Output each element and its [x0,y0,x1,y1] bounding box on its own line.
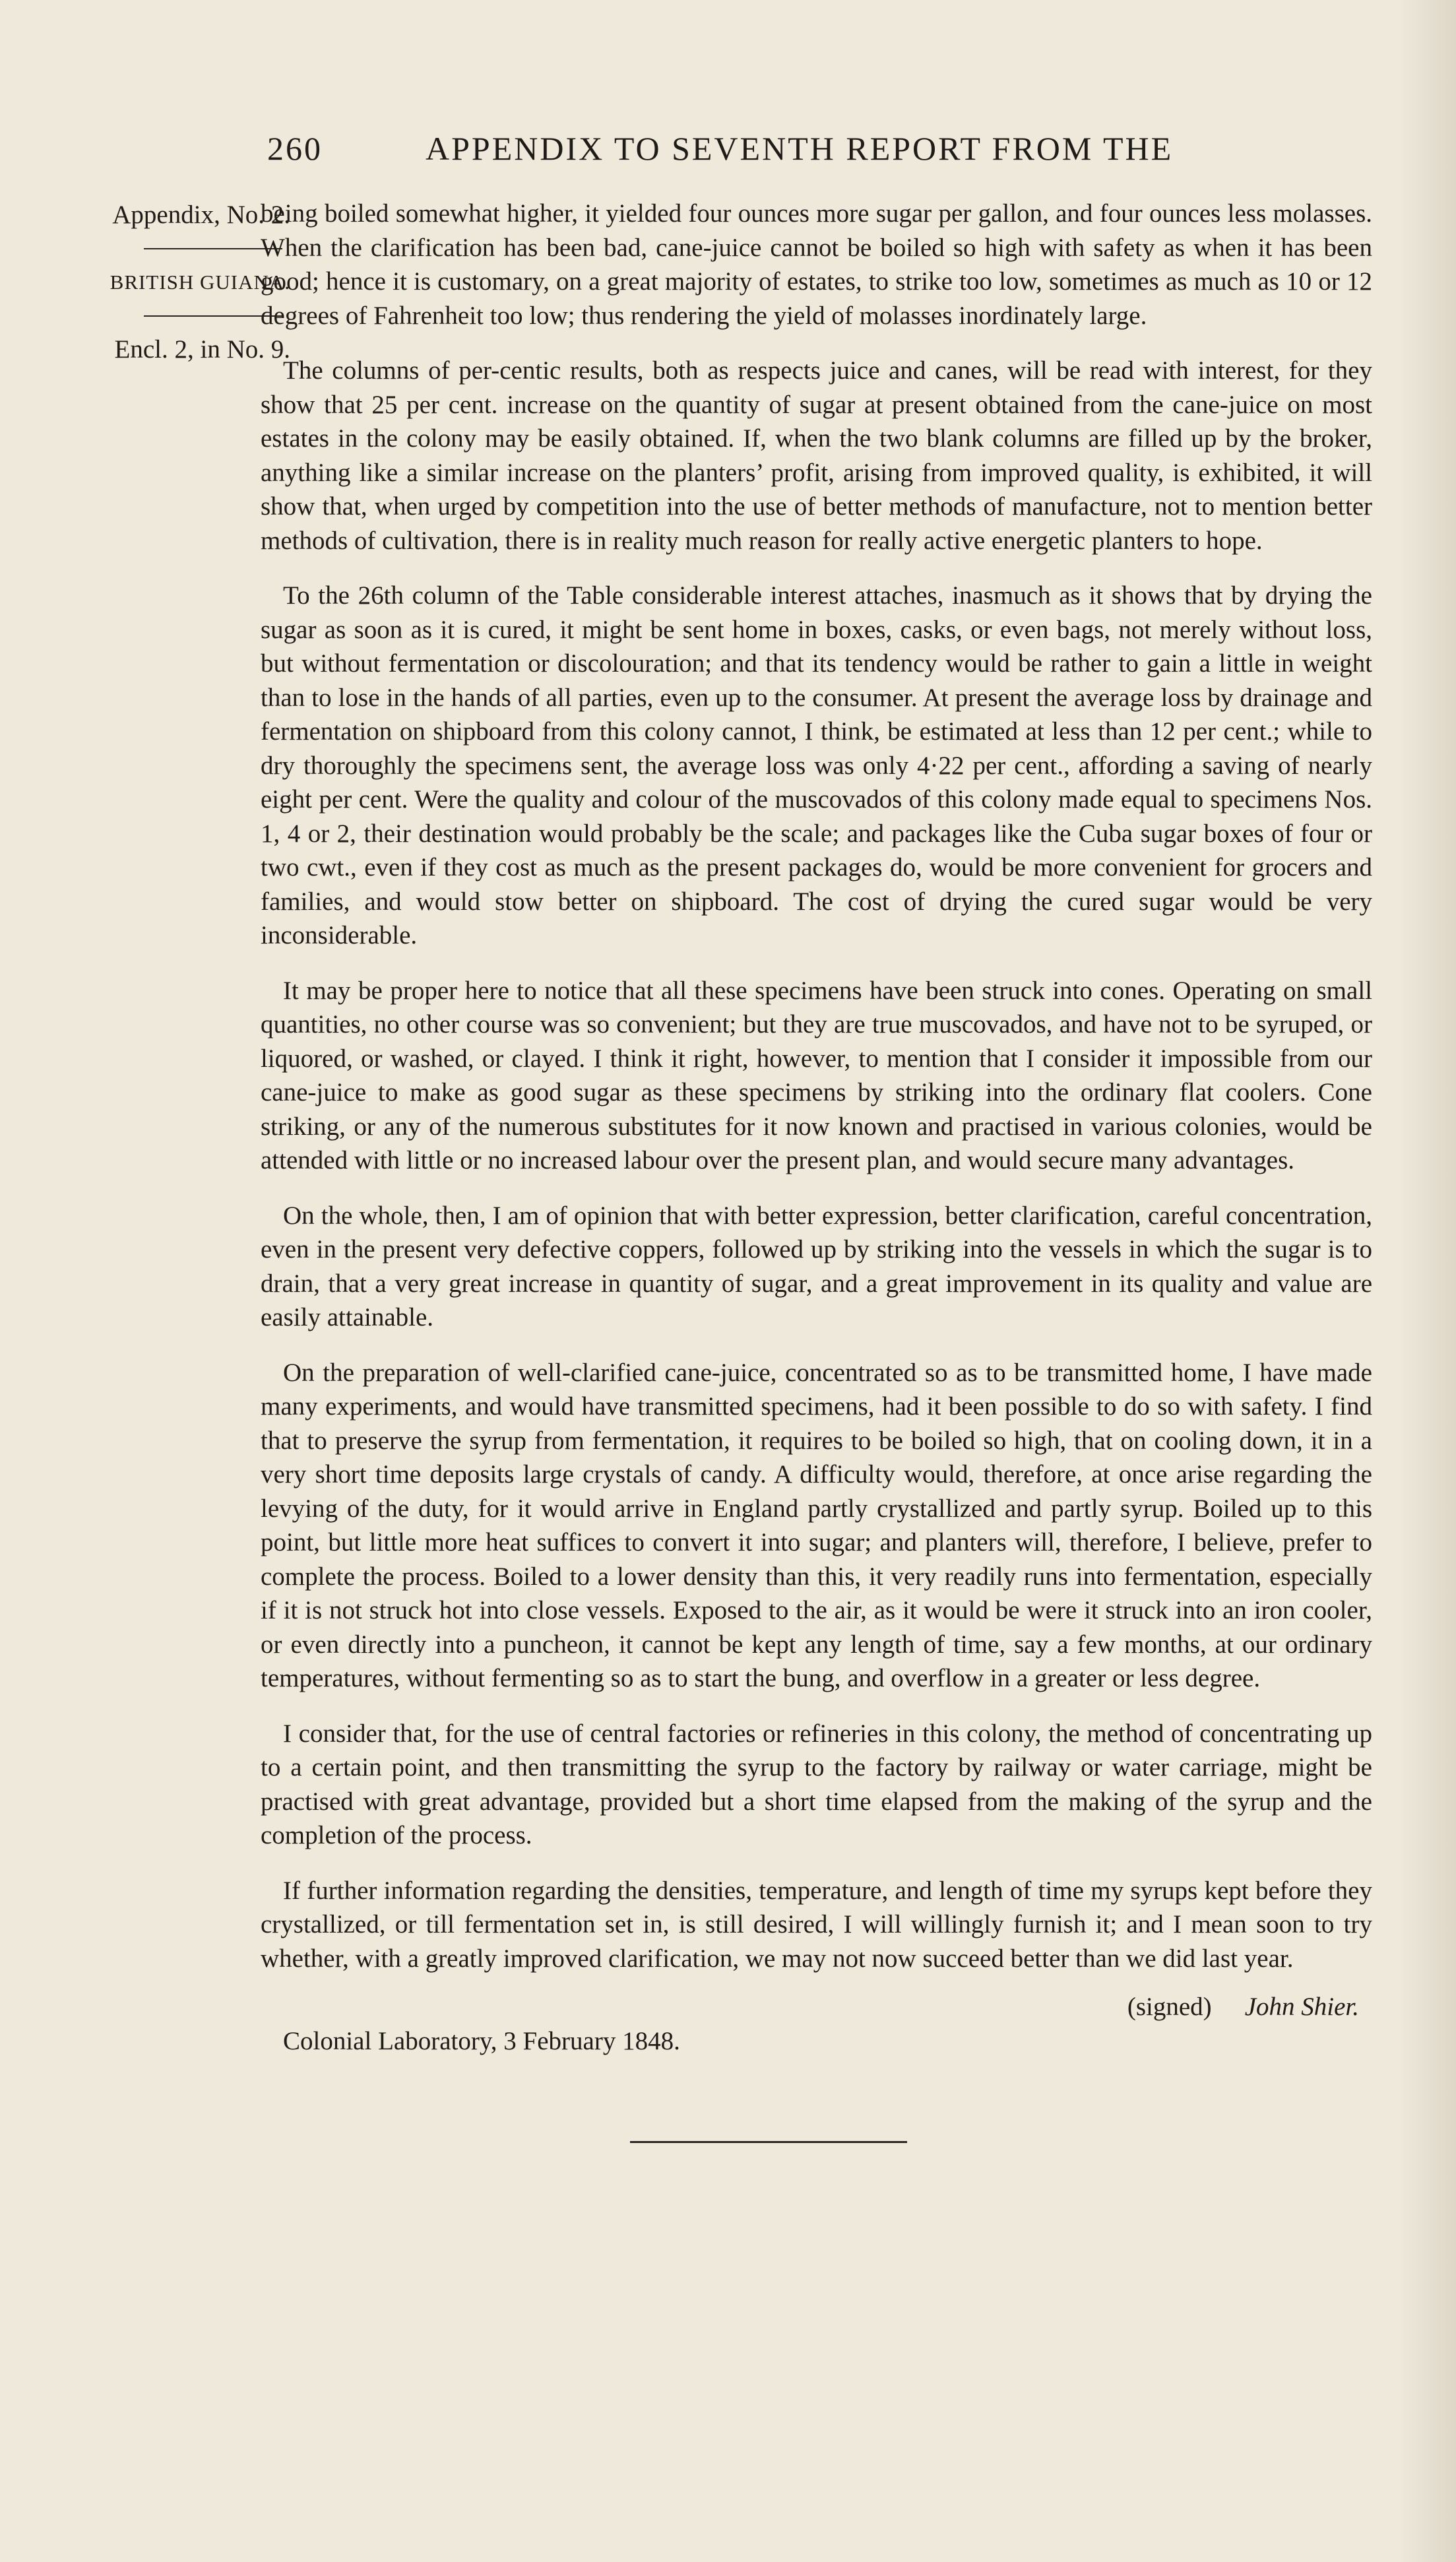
running-header [267,125,1178,172]
margin-colony: BRITISH GUIANA. [110,271,290,294]
body-text [261,197,1372,2080]
paragraph: On the whole, then, I am of opinion that with better expression, better clarification, careful concentration, even in the present very defective coppers, followed up by striking into the vessels in which the sugar is to drain, that a very great increase in quantity of sugar, and a great improvement in its quality and value are easily attainable. [261,1201,1372,1331]
paragraph: It may be proper here to notice that all these specimens have been struck into cones. Operating on small quantities, no other course was so convenient; but they are true muscovados, and have not to be syruped, or liquored, or washed, or clayed. I think it right, however, to mention that I consider it impossible from our cane-juice to make as good sugar as these specimens by striking into the ordinary flat coolers. Cone striking, or any of the numerous substitutes for it now known and practised in various colonies, would be attended with little or no increased labour over the present plan, and would secure many advantages. [261,976,1372,1174]
margin-appendix-ref: Appendix, No. 2. [112,201,290,229]
signed-label: (signed) [1127,1993,1212,2021]
place-and-date: Colonial Laboratory, 3 February 1848. [283,2027,680,2055]
margin-enclosure-ref: Encl. 2, in No. 9. [114,335,290,364]
paragraph: If further information regarding the densities, temperature, and length of time my syrups kept before they crystallized, or till fermentation set in, is still desired, I will willingly furnish it; and I mean soon to try whether, with a greatly improved clarification, we may not now succeed better than we did last year. [261,1876,1372,1973]
signatory-name: John Shier. [1244,1993,1359,2021]
signature-line [261,1990,1359,2024]
page-number: 260 [267,130,323,167]
paragraph: The columns of per-centic results, both as respects juice and canes, will be read with interest, for they show that 25 per cent. increase on the quantity of sugar at present obtained from the cane-juice on most estates in the colony may be easily obtained. If, when the two blank columns are filled up by the broker, anything like a similar increase on the planters’ profit, arising from improved quality, is exhibited, it will show that, when urged by competition into the use of better methods of manufacture, not to mention better methods of cultivation, there is in reality much reason for really active energetic planters to hope. [261,356,1372,555]
paragraph: To the 26th column of the Table considerable interest attaches, inasmuch as it shows that by drying the sugar as soon as it is cured, it might be sent home in boxes, casks, or even bags, not merely without loss, but without fermentation or discolouration; and that its tendency would be rather to gain a little in weight than to lose in the hands of all parties, even up to the consumer. At present the average loss by drainage and fermentation on shipboard from this colony cannot, I think, be estimated at less than 12 per cent.; while to dry thoroughly the specimens sent, the average loss was only 4·22 per cent., affording a saving of nearly eight per cent. Were the quality and colour of the muscovados of this colony made equal to specimens Nos. 1, 4 or 2, their destination would probably be the scale; and packages like the Cuba sugar boxes of four or two cwt., even if they cost as much as the present packages do, would be more convenient for grocers and families, and would stow better on shipboard. The cost of drying the cured sugar would be very inconsiderable. [261,581,1372,949]
end-rule [630,2141,907,2143]
paragraph: being boiled somewhat higher, it yielded four ounces more sugar per gallon, and four ounces less molasses. When the clarification has been bad, cane-juice cannot be boiled so high with safety as when it has been good; hence it is customary, on a great majority of estates, to strike too low, sometimes as much as 10 or 12 degrees of Fahrenheit too low; thus rendering the yield of molasses inordinately large. [261,199,1372,330]
paragraph: On the preparation of well-clarified cane-juice, concentrated so as to be transmitted home, I have made many experiments, and would have transmitted specimens, had it been possible to do so with safety. I find that to preserve the syrup from fermentation, it requires to be boiled so high, that on cooling down, it in a very short time deposits large crystals of candy. A difficulty would, therefore, at once arise regarding the levying of the duty, for it would arrive in England partly crystallized and partly syrup. Boiled up to this point, but little more heat suffices to convert it into sugar; and planters will, therefore, I believe, prefer to complete the process. Boiled to a lower density than this, it very readily runs into fermentation, especially if it is not struck hot into close vessels. Exposed to the air, as it would be were it struck into an iron cooler, or even directly into a puncheon, it cannot be kept any length of time, say a few months, at our ordinary temperatures, without fermenting so as to start the bung, and overflow in a greater or less degree. [261,1358,1372,1692]
running-title: APPENDIX TO SEVENTH REPORT FROM THE [426,130,1174,167]
margin-notes [40,198,290,367]
paragraph: I consider that, for the use of central factories or refineries in this colony, the method of concentrating up to a certain point, and then transmitting the syrup to the factory by railway or water carriage, might be practised with great advantage, provided but a short time elapsed from the making of the syrup and the completion of the process. [261,1719,1372,1849]
page-edge-shadow [1397,0,1456,2562]
